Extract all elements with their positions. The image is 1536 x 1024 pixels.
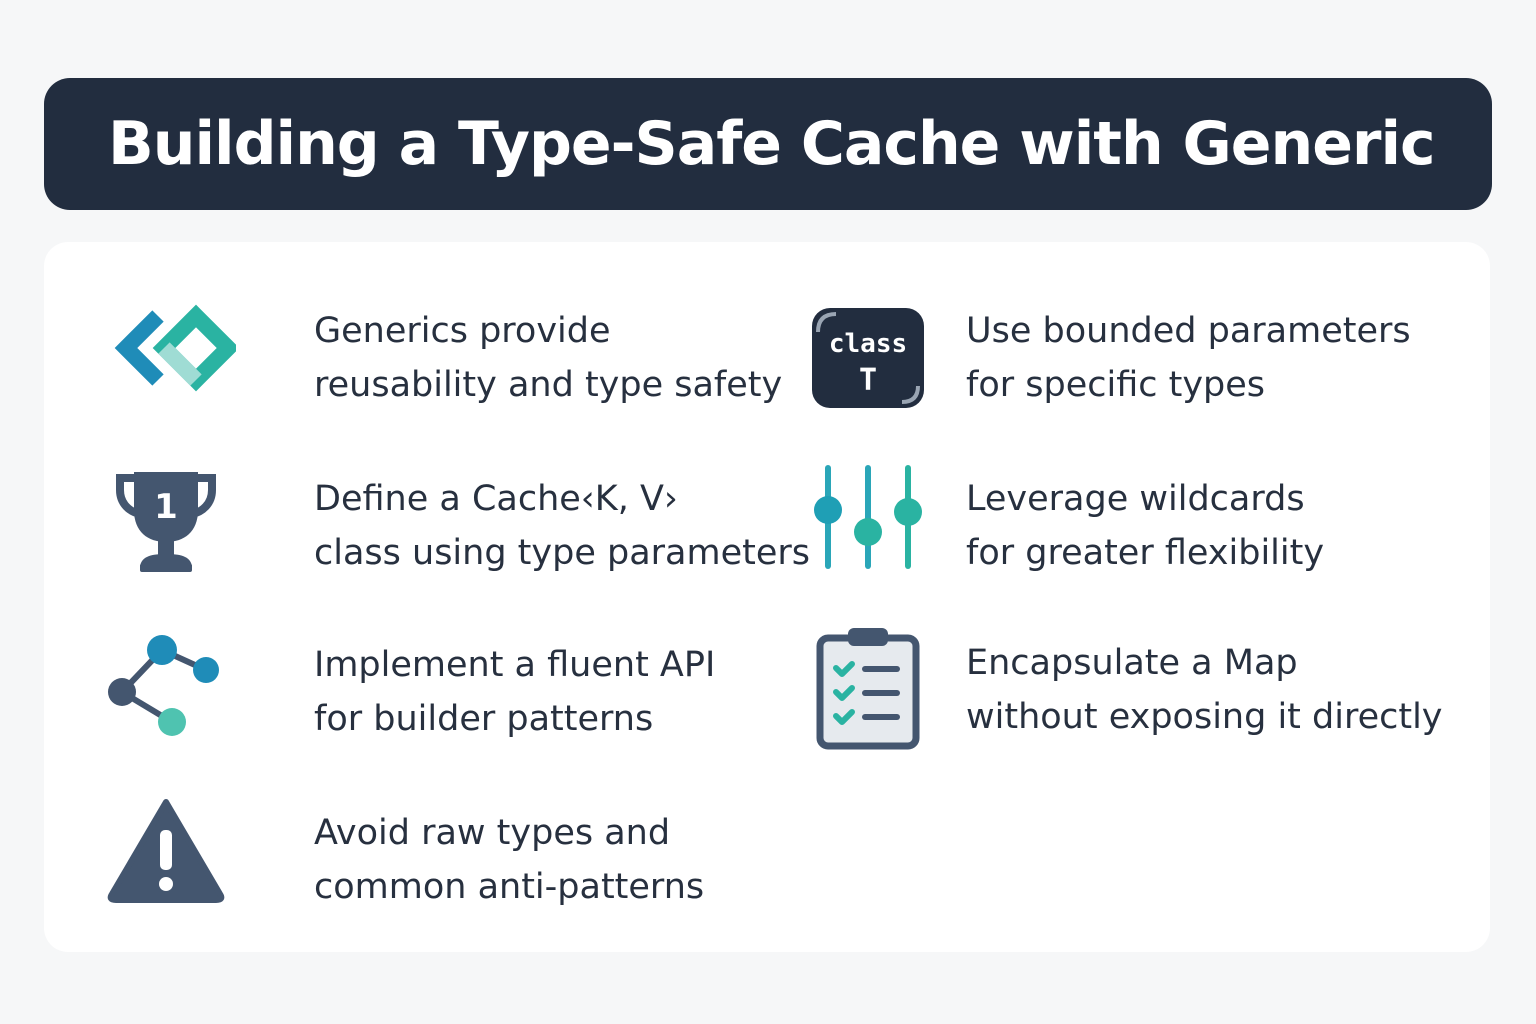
clipboard-checklist-icon <box>810 626 950 766</box>
item-text <box>314 304 782 412</box>
item-line: without exposing it directly <box>966 697 1443 737</box>
item-line: for specific types <box>966 365 1266 405</box>
item-line: Encapsulate a Map <box>966 643 1298 683</box>
list-item-bounded-parameters <box>810 306 1490 446</box>
item-line: Leverage wildcards <box>966 479 1305 519</box>
item-line: for builder patterns <box>314 699 654 739</box>
type-parameter-t: T <box>858 363 878 398</box>
item-line: Avoid raw types and <box>314 813 671 853</box>
item-line: reusability and type safety <box>314 365 783 405</box>
sliders-icon <box>810 464 950 604</box>
item-line: for greater flexibility <box>966 533 1325 573</box>
content-card <box>44 242 1490 952</box>
title-banner <box>44 78 1492 210</box>
item-text <box>314 638 715 746</box>
item-text <box>314 472 810 580</box>
warning-icon <box>96 788 236 928</box>
item-line: Generics provide <box>314 311 611 351</box>
list-item-wildcards <box>810 464 1490 604</box>
class-keyword: class <box>828 329 908 359</box>
list-item-generics <box>96 286 783 426</box>
item-text <box>314 806 704 914</box>
item-text <box>966 472 1324 580</box>
item-line: class using type parameters <box>314 533 810 573</box>
list-item-encapsulate-map <box>810 626 1490 766</box>
trophy-badge-number: 1 <box>154 487 178 527</box>
nodes-graph-icon <box>96 620 236 760</box>
item-line: Use bounded parameters <box>966 311 1411 351</box>
class-t-icon <box>810 306 950 446</box>
item-line: Define a Cache‹K, V› <box>314 479 678 519</box>
list-item-fluent-api <box>96 620 776 760</box>
list-item-avoid-raw-types <box>96 788 776 928</box>
page-title: Building a Type-Safe Cache with Generic <box>108 109 1435 179</box>
trophy-icon <box>96 454 236 594</box>
item-text <box>966 636 1443 744</box>
item-text <box>966 304 1411 412</box>
list-item-define-cache <box>96 454 810 594</box>
item-line: common anti-patterns <box>314 867 705 907</box>
code-brackets-icon <box>96 286 236 426</box>
item-line: Implement a fluent API <box>314 645 716 685</box>
